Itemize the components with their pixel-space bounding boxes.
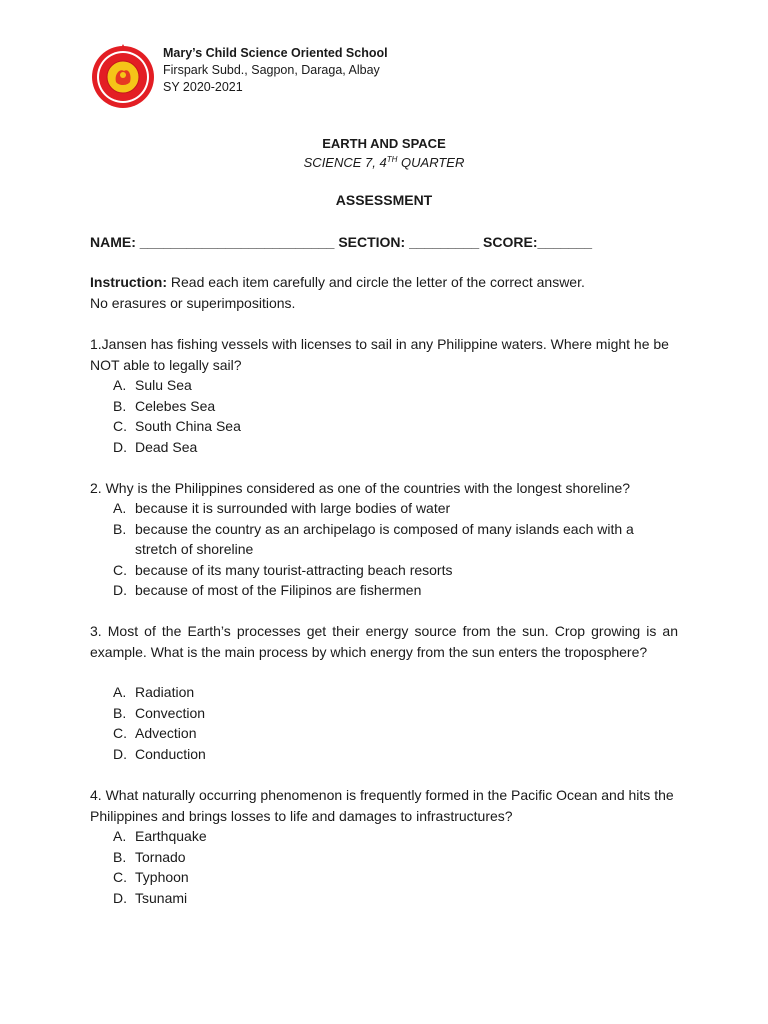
choice-text: because it is surrounded with large bodies of water [135,500,451,516]
choice-letter: A. [113,684,127,700]
choice [113,744,679,765]
choice [113,682,679,703]
choice-letter: D. [113,438,127,455]
page-title: EARTH AND SPACE [322,136,446,151]
choice-letter: A. [113,828,127,844]
choice-letter: C. [113,725,127,742]
choice-text: Advection [135,725,197,742]
question-3-choices [113,682,679,764]
question-1: 1.Jansen has fishing vessels with licenses to sail in any Philippine waters. Where might he be NOT able to legally sail? [90,336,669,373]
choice-text: Dead Sea [135,438,198,455]
choice [113,560,679,581]
choice [113,396,679,417]
instruction-text: Read each item carefully and circle the letter of the correct answer. [167,274,585,290]
choice-text: Tornado [135,848,186,865]
choice-letter: A. [113,500,127,516]
choice-letter: B. [113,397,127,414]
choice [113,498,679,519]
question-3: 3. Most of the Earth’s processes get their energy source from the sun. Crop growing is an example. What is the main process by which energy from the sun enters the troposphere? [90,623,678,660]
subtitle-tail: QUARTER [397,155,465,170]
choice [113,847,679,868]
choice-letter: B. [113,520,127,537]
choice-text: Tsunami [135,889,188,906]
instruction [90,272,678,313]
instruction-label: Instruction: [90,274,167,290]
page-subtitle [0,155,768,170]
question-2-choices [113,498,679,601]
school-logo-icon [90,44,156,110]
choice-letter: B. [113,848,127,865]
choice-letter: C. [113,561,127,578]
instruction-line2: No erasures or superimpositions. [90,294,296,311]
choice [113,375,679,396]
name-section-score-line: NAME: _________________________ SECTION: _________ SCORE:_______ [90,234,593,250]
question-2: 2. Why is the Philippines considered as one of the countries with the longest shoreline? [90,480,631,496]
school-address: Firspark Subd., Sagpon, Daraga, Albay [163,63,380,77]
assessment-heading: ASSESSMENT [335,192,433,208]
choice-text: South China Sea [135,418,241,435]
choice [113,580,679,601]
choice [113,723,679,744]
school-info [163,45,388,96]
choice-letter: D. [113,745,127,762]
school-name: Mary’s Child Science Oriented School [163,46,388,60]
choice [113,703,679,724]
choice-letter: D. [113,889,127,906]
choice [113,437,679,458]
choice-letter: D. [113,582,127,599]
subtitle-sup: TH [386,155,398,164]
choice-text: Radiation [135,684,195,700]
choice-letter: B. [113,704,127,721]
choice-text: because of its many tourist-attracting beach resorts [135,561,453,578]
choice-text: Conduction [135,745,206,762]
choice-text: Sulu Sea [135,377,192,393]
choice-letter: A. [113,377,127,393]
question-4: 4. What naturally occurring phenomenon is frequently formed in the Pacific Ocean and hits the Philippines and brings losses to life and damages to infrastructures? [90,787,674,824]
choice-text: Typhoon [135,869,189,886]
school-year: SY 2020-2021 [163,80,243,94]
choice [113,867,679,888]
choice-text: because the country as an archipelago is composed of many islands each with a stretch of shoreline [135,520,634,558]
subtitle-main: SCIENCE 7, 4 [303,155,387,170]
choice [113,416,679,437]
choice [113,888,679,909]
question-4-choices [113,826,679,908]
choice-letter: C. [113,869,127,886]
choice-text: because of most of the Filipinos are fishermen [135,582,422,599]
choice-text: Celebes Sea [135,397,216,414]
choice [113,826,679,847]
question-1-choices [113,375,679,457]
choice-letter: C. [113,418,127,435]
choice [113,519,679,560]
choice-text: Convection [135,704,206,721]
choice-text: Earthquake [135,828,207,844]
